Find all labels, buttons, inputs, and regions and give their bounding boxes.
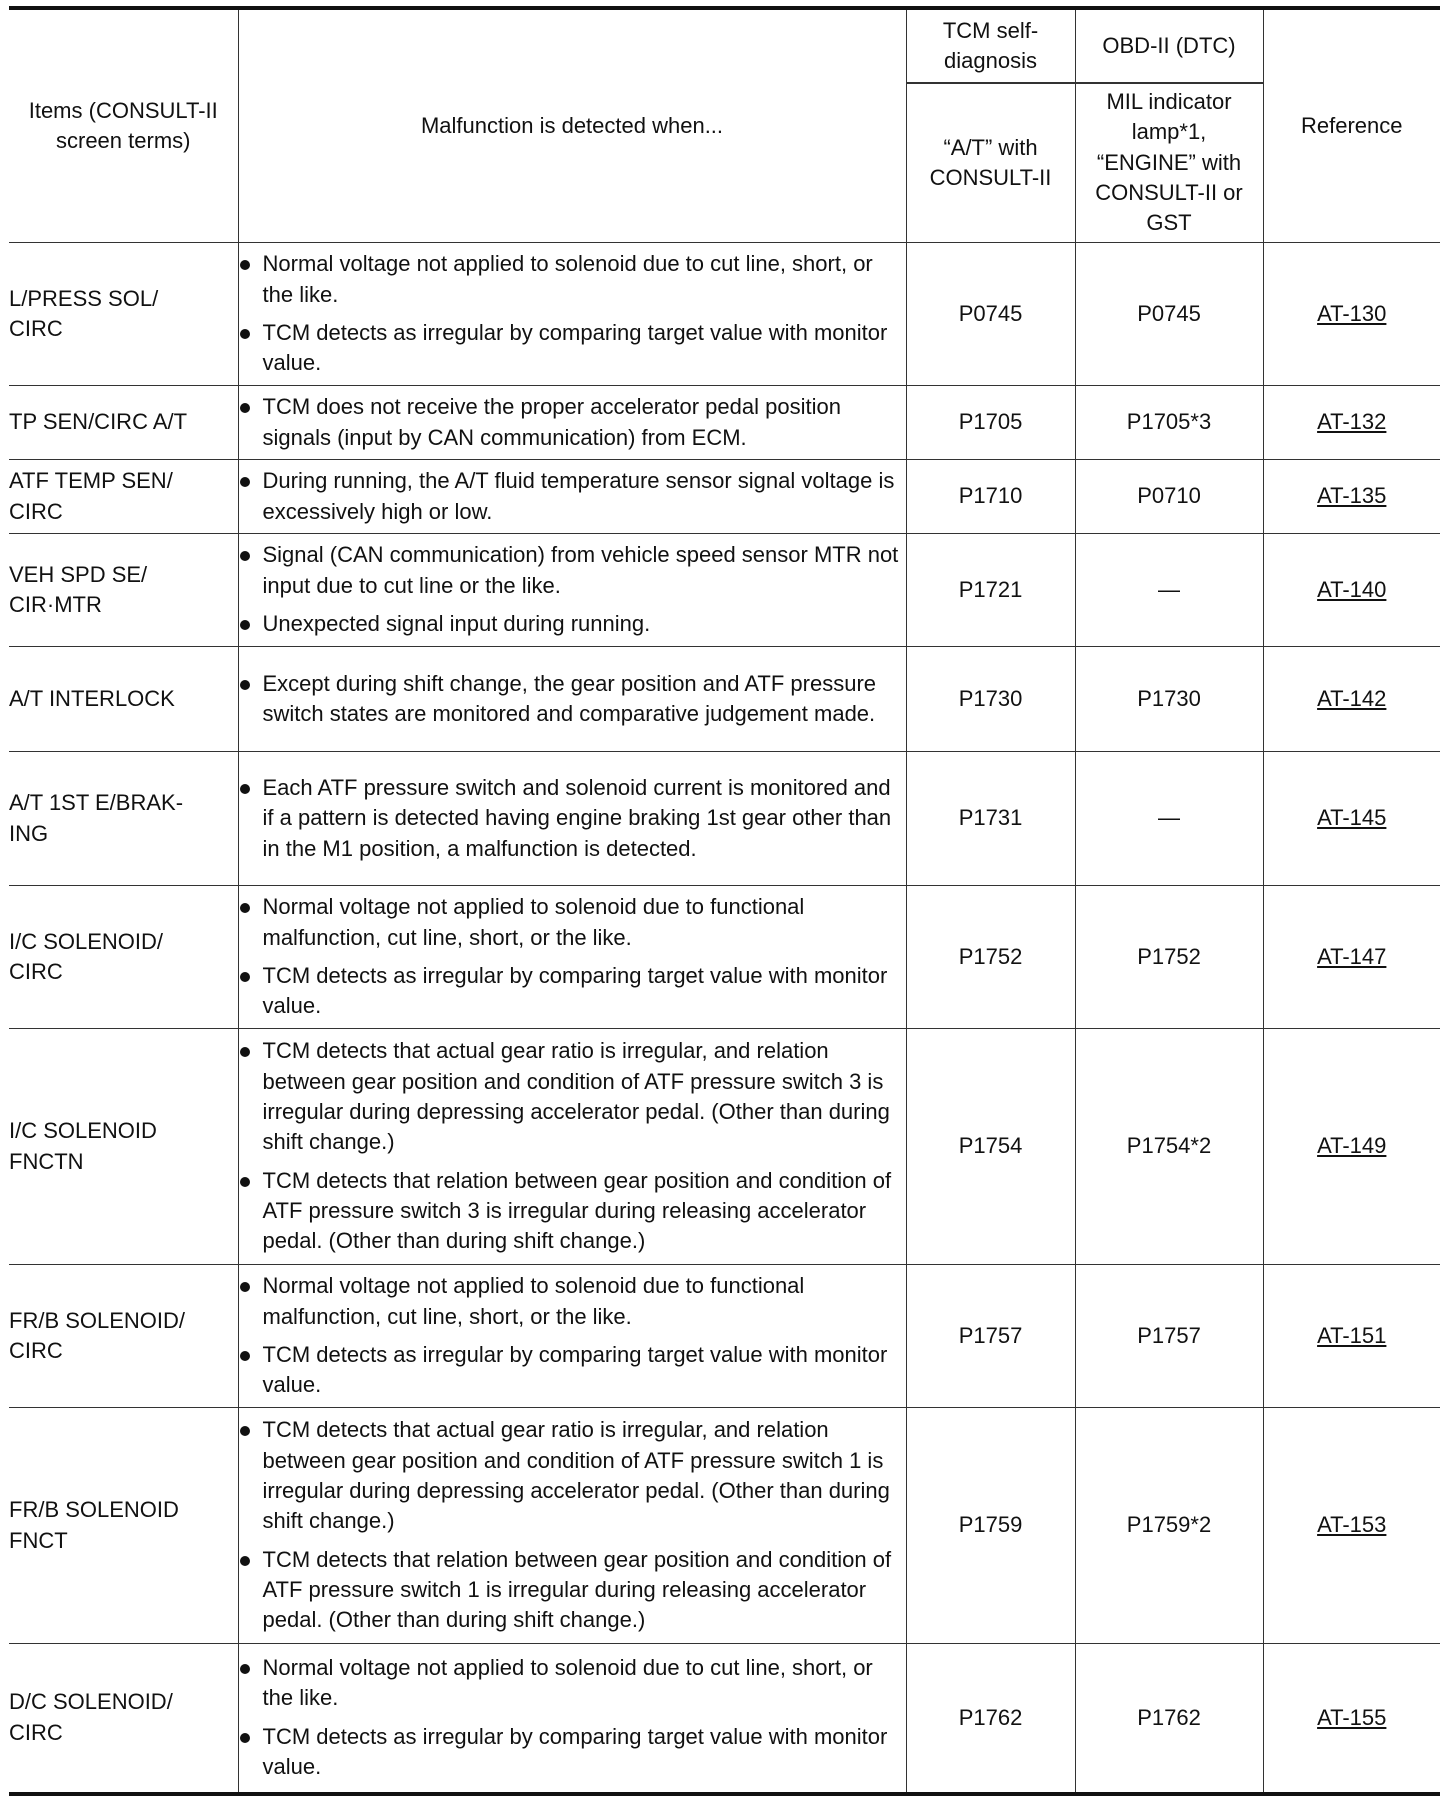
reference-cell [1263, 886, 1440, 1029]
dtc-table [9, 6, 1440, 1796]
item-name-line: VEH SPD SE/ [9, 561, 148, 587]
obd-code: P1757 [1075, 1265, 1263, 1408]
condition-text: Each ATF pressure switch and solenoid current is monitored and if a pattern is detected having engine braking 1st gear other than in the M1 position, a malfunction is detected. [262, 774, 892, 861]
condition-list [238, 1029, 906, 1265]
table-row [9, 752, 1440, 886]
reference-link[interactable]: AT-149 [1317, 1133, 1387, 1159]
item-name-line: L/PRESS SOL/ [9, 285, 159, 311]
obd-code: P1730 [1075, 647, 1263, 752]
condition-list [238, 1644, 906, 1794]
bullet-icon [240, 329, 250, 339]
condition-text: Normal voltage not applied to solenoid due to functional malfunction, cut line, short, or the like. [262, 1273, 805, 1329]
condition-list [238, 1265, 906, 1408]
reference-link[interactable]: AT-132 [1317, 409, 1387, 435]
table-row [9, 460, 1440, 534]
condition-item [239, 392, 906, 453]
condition-item [239, 1545, 906, 1636]
bullet-icon [240, 551, 250, 561]
bullet-icon [240, 403, 250, 413]
bullet-icon [240, 1664, 250, 1674]
condition-text: Signal (CAN communication) from vehicle speed sensor MTR not input due to cut line or the like. [262, 542, 899, 598]
item-name-line: I/C SOLENOID/ [9, 928, 164, 954]
reference-cell [1263, 647, 1440, 752]
reference-link[interactable]: AT-130 [1317, 300, 1387, 326]
bullet-icon [240, 1177, 250, 1187]
table-row [9, 534, 1440, 647]
condition-item [239, 1722, 906, 1783]
obd-code: P1762 [1075, 1644, 1263, 1794]
condition-text: TCM detects that relation between gear position and condition of ATF pressure switch 3 is irregular during releasing accelerator pedal. (Other than during shift change.) [262, 1167, 892, 1254]
tcm-code: P0745 [906, 243, 1075, 386]
item-name-line: FR/B SOLENOID/ [9, 1307, 186, 1333]
table-body [9, 243, 1440, 1794]
item-name-line: A/T INTERLOCK [9, 685, 175, 711]
bullet-icon [240, 1556, 250, 1566]
header-tcm-self-diagnosis: TCM self-diagnosis [906, 8, 1075, 83]
reference-link[interactable]: AT-145 [1317, 805, 1387, 831]
tcm-code: P1705 [906, 386, 1075, 460]
item-name [9, 386, 238, 460]
header-mil-indicator: MIL indicator lamp*1, “ENGINE” with CONSULT-II or GST [1075, 83, 1263, 243]
reference-link[interactable]: AT-142 [1317, 685, 1387, 711]
obd-code: P1705*3 [1075, 386, 1263, 460]
condition-text: Normal voltage not applied to solenoid due to functional malfunction, cut line, short, or the like. [262, 894, 805, 950]
item-name [9, 886, 238, 1029]
header-obd-dtc: OBD-II (DTC) [1075, 8, 1263, 83]
item-name-line: ATF TEMP SEN/ [9, 468, 173, 494]
item-name-line: ING [9, 820, 49, 846]
reference-link[interactable]: AT-153 [1317, 1512, 1387, 1538]
tcm-code: P1762 [906, 1644, 1075, 1794]
bullet-icon [240, 260, 250, 270]
table-row [9, 647, 1440, 752]
condition-text: Except during shift change, the gear position and ATF pressure switch states are monitored and comparative judgement made. [262, 670, 877, 726]
condition-item [239, 1271, 906, 1332]
header-reference: Reference [1263, 8, 1440, 243]
condition-item [239, 609, 906, 639]
condition-list [238, 752, 906, 886]
condition-item [239, 1415, 906, 1536]
condition-text: Normal voltage not applied to solenoid due to cut line, short, or the like. [262, 251, 873, 307]
reference-link[interactable]: AT-155 [1317, 1704, 1387, 1730]
condition-item [239, 466, 906, 527]
table-row [9, 243, 1440, 386]
condition-item [239, 249, 906, 310]
condition-list [238, 647, 906, 752]
condition-text: Unexpected signal input during running. [262, 611, 651, 637]
reference-link[interactable]: AT-140 [1317, 576, 1387, 602]
tcm-code: P1757 [906, 1265, 1075, 1408]
reference-cell [1263, 460, 1440, 534]
obd-code: P0710 [1075, 460, 1263, 534]
item-name-line: FNCT [9, 1527, 68, 1553]
item-name [9, 1644, 238, 1794]
header-items [9, 8, 238, 243]
reference-link[interactable]: AT-151 [1317, 1322, 1387, 1348]
reference-cell [1263, 1408, 1440, 1644]
table-row [9, 1408, 1440, 1644]
condition-text: TCM detects as irregular by comparing target value with monitor value. [262, 320, 888, 376]
condition-list [238, 243, 906, 386]
item-name [9, 1408, 238, 1644]
condition-text: TCM detects as irregular by comparing target value with monitor value. [262, 963, 888, 1019]
bullet-icon [240, 1282, 250, 1292]
condition-item [239, 540, 906, 601]
tcm-code: P1710 [906, 460, 1075, 534]
table-row [9, 386, 1440, 460]
condition-text: TCM detects that actual gear ratio is irregular, and relation between gear position and condition of ATF pressure switch 1 is irregular during depressing accelerator pedal. (Other than during shift change.) [262, 1417, 890, 1534]
condition-item [239, 892, 906, 953]
reference-link[interactable]: AT-147 [1317, 943, 1387, 969]
condition-list [238, 460, 906, 534]
condition-item [239, 1653, 906, 1714]
condition-item [239, 773, 906, 864]
reference-cell [1263, 1265, 1440, 1408]
table-header [9, 8, 1440, 243]
bullet-icon [240, 972, 250, 982]
condition-text: TCM detects that actual gear ratio is irregular, and relation between gear position and condition of ATF pressure switch 3 is irregular during depressing accelerator pedal. (Other than during shift change.) [262, 1038, 890, 1155]
table-row [9, 1265, 1440, 1408]
table-row [9, 886, 1440, 1029]
item-name [9, 647, 238, 752]
condition-text: TCM does not receive the proper accelerator pedal position signals (input by CAN communication) from ECM. [262, 394, 841, 450]
obd-code: — [1075, 534, 1263, 647]
table-row [9, 1029, 1440, 1265]
bullet-icon [240, 903, 250, 913]
item-name-line: A/T 1ST E/BRAK- [9, 790, 184, 816]
reference-cell [1263, 534, 1440, 647]
condition-item [239, 318, 906, 379]
condition-text: Normal voltage not applied to solenoid due to cut line, short, or the like. [262, 1655, 873, 1711]
table-row [9, 1644, 1440, 1794]
item-name-line: CIRC [9, 1719, 63, 1745]
condition-item [239, 961, 906, 1022]
reference-cell [1263, 1644, 1440, 1794]
tcm-code: P1754 [906, 1029, 1075, 1265]
reference-cell [1263, 1029, 1440, 1265]
header-malfunction: Malfunction is detected when... [238, 8, 906, 243]
condition-item [239, 1340, 906, 1401]
item-name-line: CIR·MTR [9, 592, 102, 617]
tcm-code: P1730 [906, 647, 1075, 752]
bullet-icon [240, 620, 250, 630]
obd-code: — [1075, 752, 1263, 886]
bullet-icon [240, 477, 250, 487]
item-name [9, 1265, 238, 1408]
obd-code: P1752 [1075, 886, 1263, 1029]
obd-code: P1759*2 [1075, 1408, 1263, 1644]
bullet-icon [240, 784, 250, 794]
item-name [9, 243, 238, 386]
obd-code: P0745 [1075, 243, 1263, 386]
item-name-line: I/C SOLENOID [9, 1118, 157, 1144]
condition-list [238, 534, 906, 647]
condition-list [238, 1408, 906, 1644]
item-name-line: CIRC [9, 498, 63, 524]
item-name [9, 752, 238, 886]
item-name-line: CIRC [9, 1338, 63, 1363]
condition-item [239, 669, 906, 730]
condition-text: TCM detects as irregular by comparing target value with monitor value. [262, 1342, 888, 1398]
condition-list [238, 886, 906, 1029]
header-items-label: Items (CONSULT-II screen terms) [28, 97, 218, 153]
item-name [9, 460, 238, 534]
header-at-with-consult: “A/T” with CONSULT-II [906, 83, 1075, 243]
bullet-icon [240, 1351, 250, 1361]
bullet-icon [240, 1426, 250, 1436]
item-name-line: TP SEN/CIRC A/T [9, 409, 188, 435]
condition-item [239, 1036, 906, 1157]
item-name-line: FNCTN [9, 1148, 84, 1174]
item-name-line: CIRC [9, 959, 63, 984]
tcm-code: P1752 [906, 886, 1075, 1029]
condition-list [238, 386, 906, 460]
bullet-icon [240, 1733, 250, 1743]
condition-text: During running, the A/T fluid temperature sensor signal voltage is excessively high or low. [262, 468, 895, 524]
tcm-code: P1731 [906, 752, 1075, 886]
bullet-icon [240, 680, 250, 690]
item-name [9, 1029, 238, 1265]
bullet-icon [240, 1047, 250, 1057]
reference-cell [1263, 386, 1440, 460]
item-name [9, 534, 238, 647]
condition-text: TCM detects that relation between gear position and condition of ATF pressure switch 1 is irregular during releasing accelerator pedal. (Other than during shift change.) [262, 1546, 892, 1633]
reference-link[interactable]: AT-135 [1317, 483, 1387, 509]
reference-cell [1263, 752, 1440, 886]
tcm-code: P1759 [906, 1408, 1075, 1644]
tcm-code: P1721 [906, 534, 1075, 647]
reference-cell [1263, 243, 1440, 386]
condition-item [239, 1166, 906, 1257]
item-name-line: CIRC [9, 316, 63, 341]
obd-code: P1754*2 [1075, 1029, 1263, 1265]
condition-text: TCM detects as irregular by comparing target value with monitor value. [262, 1723, 888, 1780]
item-name-line: D/C SOLENOID/ [9, 1689, 173, 1715]
item-name-line: FR/B SOLENOID [9, 1497, 179, 1523]
